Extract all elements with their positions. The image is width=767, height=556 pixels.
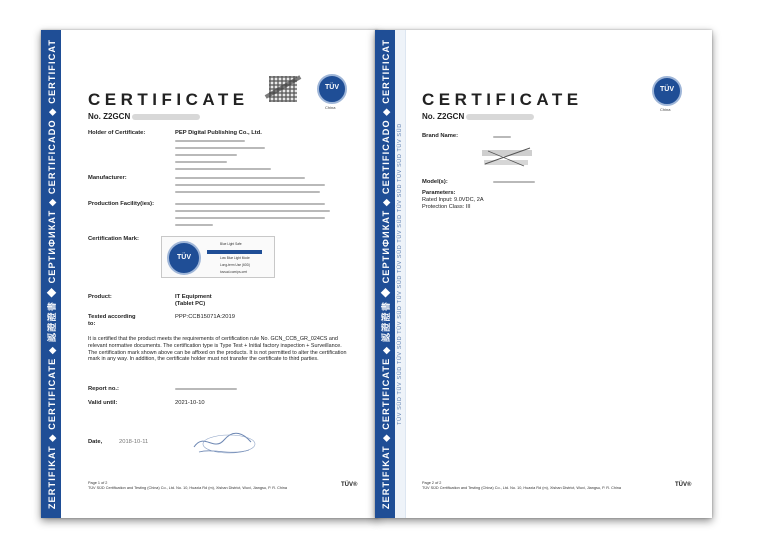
blurred-line	[175, 388, 237, 390]
blurred-line	[175, 161, 227, 163]
blurred-line	[175, 168, 271, 170]
model-label: Model(s):	[422, 179, 448, 185]
blurred-line	[175, 217, 325, 219]
redacted-number	[132, 114, 200, 120]
blurred-line	[493, 181, 535, 183]
production-label: Production Facility(ies):	[88, 201, 155, 207]
blurred-line	[175, 224, 213, 226]
cert-mark-label: Certification Mark:	[88, 236, 139, 242]
product-value-sub: (Tablet PC)	[175, 301, 206, 307]
mark-line-3: Long-term Use (60D)	[220, 263, 250, 267]
blurred-line	[175, 147, 265, 149]
mark-bar	[207, 250, 262, 254]
tested-value: PPP:CCB15071A:2019	[175, 314, 235, 320]
report-label: Report no.:	[88, 386, 119, 392]
tested-label: Tested according to:	[88, 314, 136, 327]
blurred-line	[175, 154, 237, 156]
tuv-logo: TÜV	[652, 76, 682, 106]
side-band	[41, 30, 61, 518]
certification-statement: It is certified that the product meets the requirements of certification rule No. GCN_CCB_GR_024CS and relevant normative documents. The certification type is Type Test + Initial factory inspection + Surveillance. The certification mark shown above can be affixed on the products. It is not permitted to alter the certification mark in any way. In addition, the certificate holder must not transfer the certificate to third parties.	[88, 336, 347, 363]
blurred-line	[175, 140, 245, 142]
side-sub-band	[395, 30, 406, 518]
tuv-logo: TÜV	[317, 74, 347, 104]
logo-caption: China	[660, 107, 671, 112]
rated-input: Rated Input: 9.0VDC, 2A	[422, 197, 484, 203]
side-sub-band-text: TÜV SÜD TÜV SÜD TÜV SÜD TÜV SÜD TÜV SÜD TÜV SÜD TÜV SÜD TÜV SÜD TÜV SÜD TÜV SÜD	[397, 123, 403, 425]
certificate-number	[422, 112, 534, 121]
valid-label: Valid until:	[88, 400, 118, 406]
certificate-number-prefix: No. Z2GCN	[422, 112, 465, 121]
blurred-line	[175, 184, 325, 186]
holder-name: PEP Digital Publishing Co., Ltd.	[175, 130, 262, 136]
redacted-brand-logo	[480, 142, 540, 172]
valid-value: 2021-10-10	[175, 400, 205, 406]
date-label: Date,	[88, 439, 103, 445]
footer-page: Page 2 of 2	[422, 481, 442, 485]
footer	[422, 481, 662, 491]
date-value: 2018-10-11	[119, 439, 149, 445]
blurred-line	[175, 177, 305, 179]
mark-line-1: Blue Light Safe	[220, 242, 242, 246]
footer-page: Page 1 of 2	[88, 481, 108, 485]
brand-label: Brand Name:	[422, 133, 459, 139]
certificate-number-prefix: No. Z2GCN	[88, 112, 131, 121]
footer-tuv-logo: TÜV®	[341, 482, 358, 488]
blurred-line	[493, 136, 511, 138]
page-title: CERTIFICATE	[88, 90, 249, 109]
blurred-line	[175, 191, 320, 193]
blurred-line	[175, 210, 330, 212]
blurred-line	[175, 203, 325, 205]
product-value: IT Equipment	[175, 294, 212, 300]
certificate-number	[88, 112, 200, 121]
mark-line-2: Low Blue Light Mode	[220, 256, 250, 260]
parameters-label: Parameters:	[422, 190, 456, 196]
footer-tuv-logo: TÜV®	[675, 482, 692, 488]
manufacturer-label: Manufacturer:	[88, 175, 127, 181]
logo-caption: China	[325, 105, 336, 110]
signature	[189, 422, 259, 462]
footer	[88, 481, 328, 491]
page-title: CERTIFICATE	[422, 90, 583, 109]
redacted-number	[466, 114, 534, 120]
tuv-sud-mark-logo: TÜV SÜD	[167, 241, 201, 275]
footer-address: TÜV SÜD Certification and Testing (China) Co., Ltd. No. 10, Huaxia Rd (m), Xishan District, Wuxi, Jiangsu, P. R. China	[422, 486, 621, 490]
product-label: Product:	[88, 294, 112, 300]
side-band	[375, 30, 395, 518]
protection-class: Protection Class: III	[422, 204, 471, 210]
footer-address: TÜV SÜD Certification and Testing (China) Co., Ltd. No. 10, Huaxia Rd (m), Xishan District, Wuxi, Jiangsu, P. R. China	[88, 486, 287, 490]
certification-mark	[161, 236, 275, 291]
mark-line-4: tuvsud.com/ps-cert	[220, 270, 247, 274]
side-band-text: ZERTIFIKAT ◆ CERTIFICATE ◆ 認證證書 ◆ СЕРТИФИКАТ ◆ CERTIFICADO ◆ CERTIFICAT	[381, 38, 391, 510]
certificate-page-1	[41, 30, 378, 518]
side-band-text: ZERTIFIKAT ◆ CERTIFICATE ◆ 認證證書 ◆ СЕРТИФИКАТ ◆ CERTIFICADO ◆ CERTIFICAT	[47, 38, 57, 510]
holder-label: Holder of Certificate:	[88, 130, 146, 136]
certificate-page-2	[375, 30, 712, 518]
